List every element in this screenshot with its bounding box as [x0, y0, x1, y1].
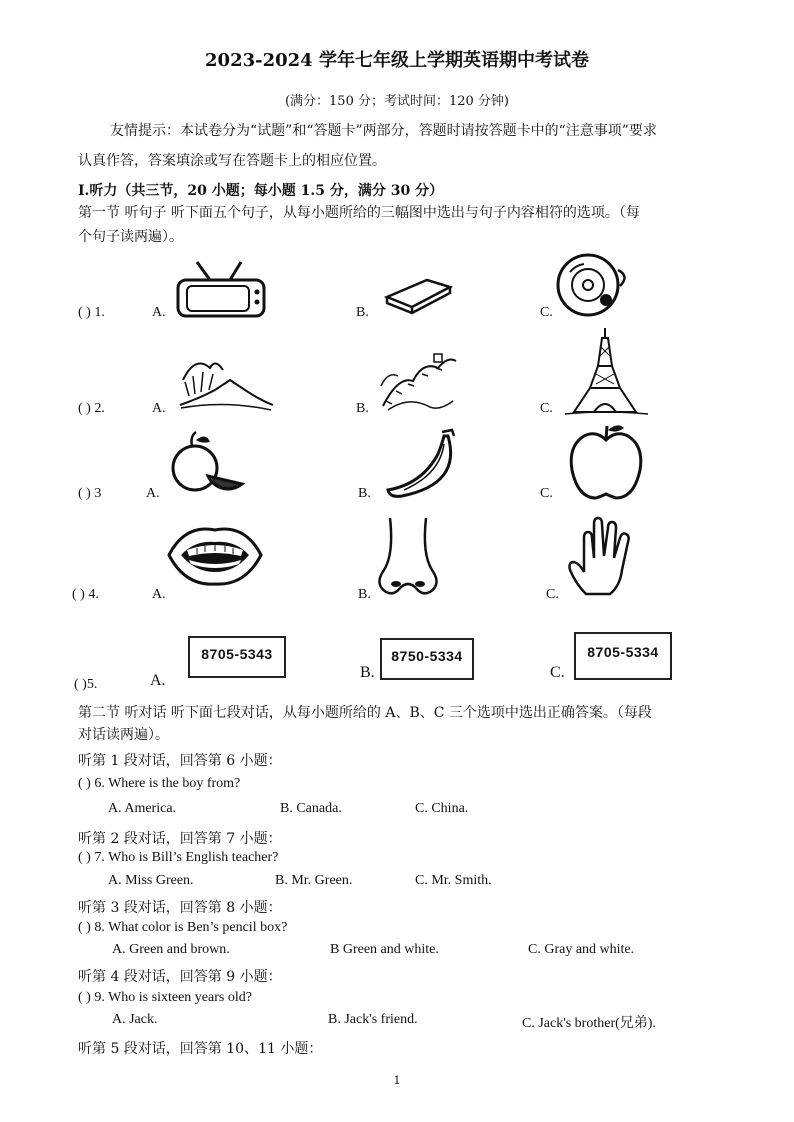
banana-icon	[382, 424, 467, 504]
dialog-1-intro: 听第 1 段对话，回答第 6 小题：	[78, 753, 282, 769]
tips-line-1: 友情提示：本试卷分为“试题”和“答题卡”两部分，答题时请按答题卡中的“注意事项”要求	[110, 123, 657, 139]
question-7: ( ) 7. Who is Bill’s English teacher?	[78, 850, 279, 865]
orange-icon	[170, 428, 245, 500]
question-5-option-b: B.	[360, 664, 375, 681]
cd-icon	[556, 252, 636, 318]
question-8: ( ) 8. What color is Ben’s pencil box?	[78, 920, 288, 935]
question-8-option-c: C. Gray and white.	[528, 942, 635, 957]
section1-line-1: 第一节 听句子 听下面五个句子，从每小题所给的三幅图中选出与句子内容相符的选项。（每	[78, 205, 640, 221]
question-7-option-b: B. Mr. Green.	[275, 873, 353, 888]
phone-number-c: 8705-5334	[587, 644, 659, 660]
question-1-number: ( ) 1.	[78, 305, 105, 320]
question-1-option-a: A.	[152, 305, 166, 320]
phone-number-card-c	[574, 632, 672, 680]
section2-line-2: 对话读两遍）。	[78, 727, 169, 743]
question-6: ( ) 6. Where is the boy from?	[78, 776, 241, 791]
question-9-option-b: B. Jack's friend.	[328, 1012, 418, 1027]
question-2-option-a: A.	[152, 401, 166, 416]
tips-line-2: 认真作答，答案填涂或写在答题卡上的相应位置。	[78, 153, 386, 169]
question-4-option-a: A.	[152, 587, 166, 602]
hand-icon	[566, 514, 636, 600]
question-4-option-c: C.	[546, 587, 559, 602]
question-1-option-c: C.	[540, 305, 553, 320]
nose-icon	[370, 514, 450, 598]
apple-icon	[566, 420, 646, 502]
question-8-option-a: A. Green and brown.	[112, 942, 230, 957]
page-title: 2023-2024 学年七年级上学期英语期中考试卷	[205, 50, 589, 71]
question-8-option-b: B Green and white.	[330, 942, 439, 957]
question-5-option-a: A.	[150, 672, 166, 689]
tv-icon	[175, 258, 270, 320]
eraser-icon	[382, 275, 457, 315]
phone-number-a: 8705-5343	[201, 646, 273, 662]
eiffel-tower-icon	[560, 326, 650, 416]
page-number: 1	[393, 1074, 401, 1087]
question-9-option-a: A. Jack.	[112, 1012, 158, 1027]
dialog-4-intro: 听第 4 段对话，回答第 9 小题：	[78, 969, 282, 985]
dialog-3-intro: 听第 3 段对话，回答第 8 小题：	[78, 900, 282, 916]
dialog-2-intro: 听第 2 段对话，回答第 7 小题：	[78, 831, 282, 847]
question-3-option-c: C.	[540, 486, 553, 501]
question-3-number: ( ) 3	[78, 486, 102, 501]
phone-number-b: 8750-5334	[391, 648, 463, 664]
mount-fuji-icon	[175, 350, 275, 415]
question-4-number: ( ) 4.	[72, 587, 99, 602]
section2-line-1: 第二节 听对话 听下面七段对话，从每小题所给的 A、B、C 三个选项中选出正确答案。（每段	[78, 705, 652, 721]
question-1-option-b: B.	[356, 305, 369, 320]
phone-number-card-a	[188, 636, 286, 678]
question-3-option-b: B.	[358, 486, 371, 501]
dialog-5-intro: 听第 5 段对话，回答第 10、11 小题：	[78, 1041, 323, 1057]
question-6-option-b: B. Canada.	[280, 801, 342, 816]
question-6-option-a: A. America.	[108, 801, 177, 816]
exam-info: (满分：150 分；考试时间：120 分钟)	[284, 94, 510, 109]
question-7-option-c: C. Mr. Smith.	[415, 873, 492, 888]
question-5-option-c: C.	[550, 664, 565, 681]
listening-heading: I.听力（共三节，20 小题；每小题 1.5 分，满分 30 分）	[78, 183, 444, 199]
question-9: ( ) 9. Who is sixteen years old?	[78, 990, 252, 1005]
question-2-number: ( ) 2.	[78, 401, 105, 416]
section1-line-2: 个句子读两遍）。	[78, 229, 183, 245]
question-3-option-a: A.	[146, 486, 160, 501]
great-wall-icon	[378, 346, 458, 416]
phone-number-card-b	[380, 638, 474, 680]
question-2-option-c: C.	[540, 401, 553, 416]
question-4-option-b: B.	[358, 587, 371, 602]
question-6-option-c: C. China.	[415, 801, 469, 816]
question-7-option-a: A. Miss Green.	[108, 873, 194, 888]
mouth-icon	[165, 520, 265, 590]
question-2-option-b: B.	[356, 401, 369, 416]
question-5-number: ( )5.	[74, 677, 98, 692]
question-9-option-c: C. Jack's brother(兄弟).	[522, 1016, 656, 1031]
